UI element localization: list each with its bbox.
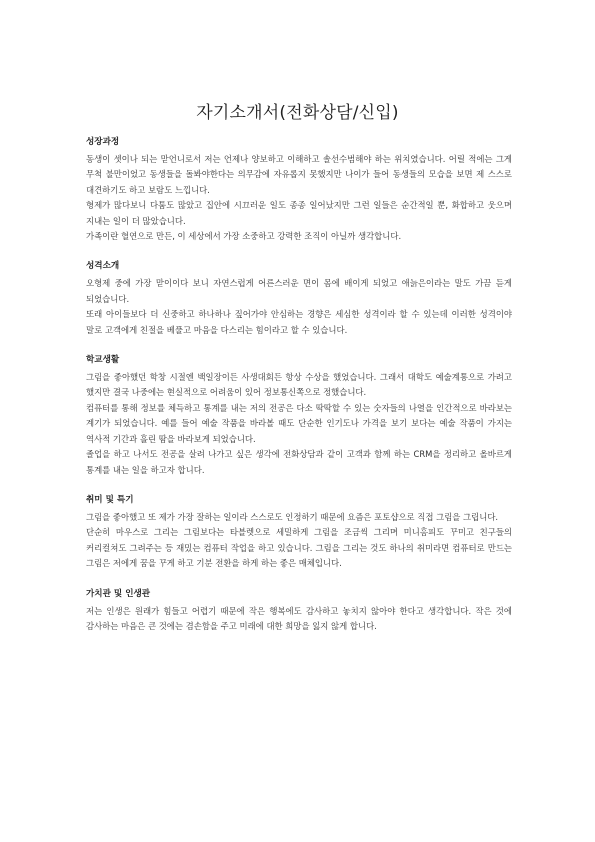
paragraph: 단순히 마우스로 그리는 그림보다는 타블렛으로 세밀하게 그림을 조금씩 그리며 미니홈피도 꾸미고 친구들의 커리컬쳐도 그려주는 등 재밌는 컴퓨터 작업을 하고 있습니다. 그림을 그리는 것도 하나의 취미라면 컴퓨터로 만드는 그림은 저에게 꿈을 꾸게 하고 기분 전환을 하게 하는 좋은 매체입니다. — [86, 527, 512, 569]
paragraph: 형제가 많다보니 다툼도 많았고 집안에 시끄러운 일도 종종 일어났지만 그런 일들은 순간적일 뿐, 화합하고 웃으며 지내는 일이 더 많았습니다. — [86, 200, 512, 226]
section-heading: 가치관 및 인생관 — [86, 588, 151, 599]
paragraph: 동생이 셋이나 되는 맏언니로서 저는 언제나 양보하고 이해하고 솔선수범해야 하는 위치였습니다. 어릴 적에는 그게 무척 불만이었고 동생들을 돌봐야한다는 의무감에 자유롭지 못했지만 나이가 들어 동생들의 모습을 보면 제 스스로 대견하기도 하고 보람도 느낍니다. — [86, 154, 512, 195]
paragraph: 저는 인생은 원래가 힘들고 어렵기 때문에 작은 행복에도 감사하고 놓치지 않아야 한다고 생각합니다. 작은 것에 감사하는 마음은 큰 것에는 겸손함을 주고 미래에 대한 희망을 잃지 않게 합니다. — [86, 605, 512, 631]
section-school-life — [86, 355, 512, 478]
section-growth — [86, 137, 512, 244]
paragraph: 또래 아이들보다 더 신중하고 하나하나 짚어가야 안심하는 경향은 세심한 성격이라 할 수 있는데 이러한 성격이야 말로 고객에게 친절을 베풀고 마음을 다스리는 힘이라고 할 수 있습니다. — [86, 309, 512, 335]
page-title: 자기소개서(전화상담/신입) — [196, 103, 399, 123]
section-heading: 성격소개 — [86, 261, 120, 272]
section-values — [86, 589, 512, 635]
section-personality — [86, 261, 512, 338]
paragraph: 그림을 좋아했던 학창 시절엔 백일장이든 사생대회든 항상 수상을 했었습니다. 그래서 대학도 예술계통으로 가려고 했지만 결국 나중에는 현실적으로 어려움이 있어 정보통신쪽으로 정했습니다. — [86, 372, 512, 398]
section-heading: 학교생활 — [86, 355, 120, 366]
paragraph: 오형제 중에 가장 맏이이다 보니 자연스럽게 어른스러운 면이 몸에 배이게 되었고 애늙은이라는 말도 가끔 듣게 되었습니다. — [86, 278, 512, 304]
section-heading: 취미 및 특기 — [86, 494, 134, 505]
paragraph: 가족이란 혈연으로 만든, 이 세상에서 가장 소중하고 강력한 조직이 아닐까 생각합니다. — [86, 231, 402, 242]
paragraph: 그림을 좋아했고 또 제가 가장 잘하는 일이라 스스로도 인정하기 때문에 요즘은 포토샵으로 직접 그림을 그립니다. — [86, 511, 499, 522]
document-body — [86, 137, 512, 651]
section-heading: 성장과정 — [86, 137, 120, 147]
paragraph: 졸업을 하고 나서도 전공을 살려 나가고 싶은 생각에 전화상담과 같이 고객과 함께 하는 CRM을 정리하고 올바르게 통계를 내는 일을 하고자 합니다. — [86, 449, 512, 475]
paragraph: 컴퓨터를 통해 정보를 체득하고 통계를 내는 저의 전공은 다소 딱딱할 수 있는 숫자들의 나열을 인간적으로 바라보는 계기가 되었습니다. 예를 들어 예술 작품을 바라볼 때도 단순한 인기도나 가격을 보기 보다는 예술 작품이 가지는 역사적 기간과 흘린 땀을 바라보게 되었습니다. — [86, 402, 512, 444]
section-hobbies — [86, 495, 512, 572]
